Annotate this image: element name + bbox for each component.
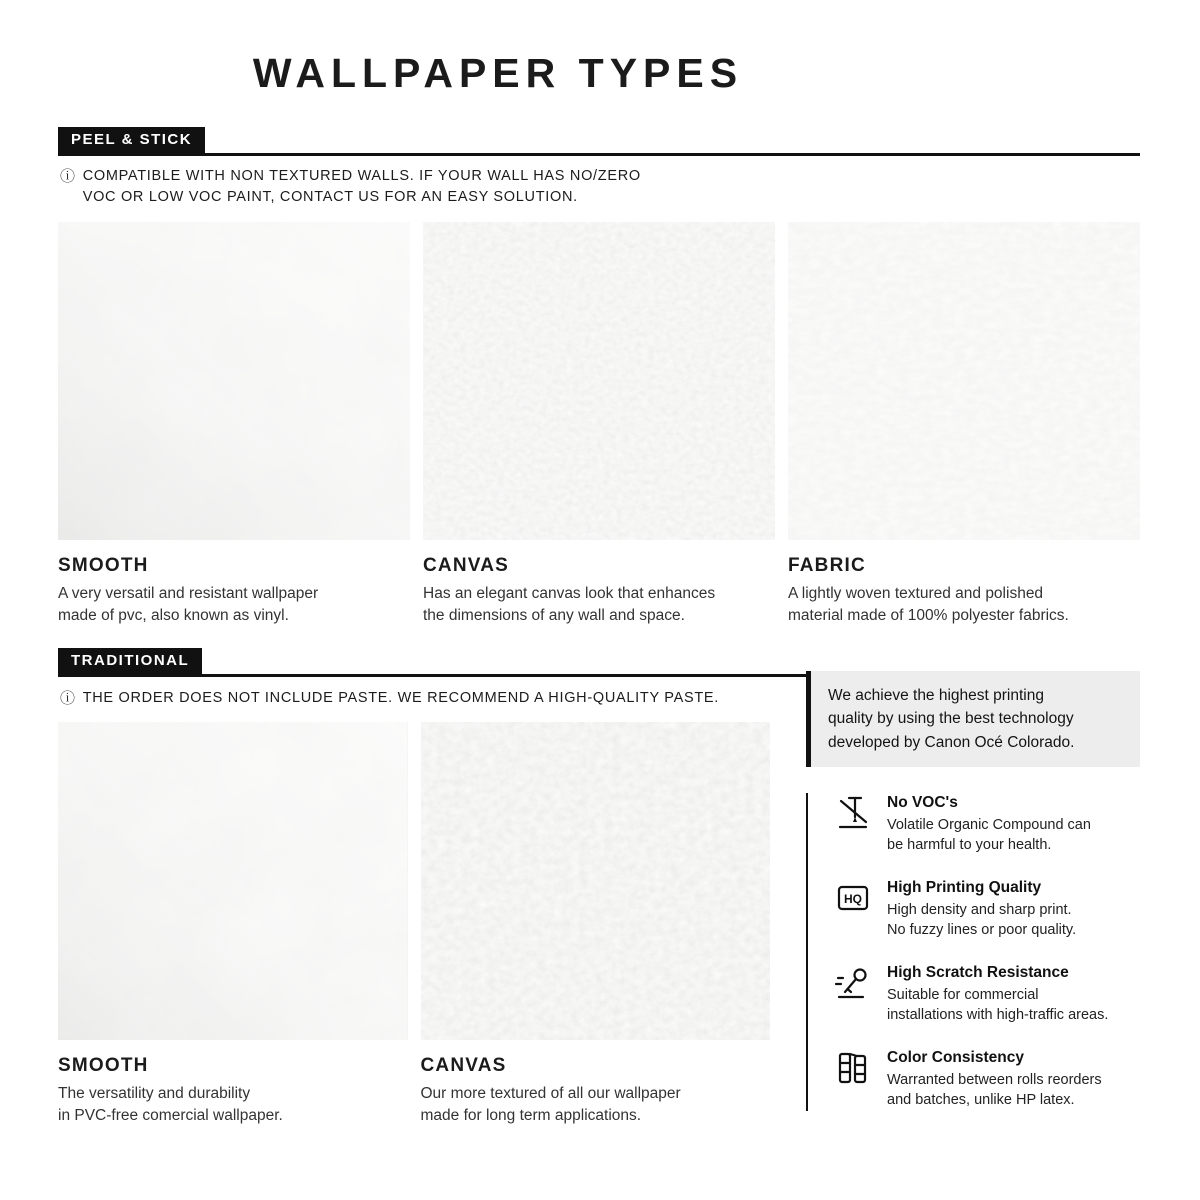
section-label-traditional: TRADITIONAL: [58, 648, 202, 674]
traditional-note: [60, 688, 719, 709]
traditional-note-text: THE ORDER DOES NOT INCLUDE PASTE. WE RECOMMEND A HIGH-QUALITY PASTE.: [82, 690, 719, 706]
feature-description: High density and sharp print. No fuzzy lines or poor quality.: [887, 902, 1077, 938]
texture-canvas: [421, 722, 771, 1040]
swatch-card-fabric: [788, 222, 1140, 626]
swatch-card-canvas-traditional: [421, 722, 771, 1126]
scratch-resistance-icon: [833, 963, 873, 1003]
texture-smooth: [58, 222, 410, 540]
feature-high-printing-quality: [833, 878, 1146, 940]
svg-text:HQ: HQ: [844, 892, 862, 907]
swatch-description: A lightly woven textured and polished material made of 100% polyester fabrics.: [788, 585, 1069, 624]
info-icon: ⓘ: [60, 690, 76, 707]
swatch-description: Our more textured of all our wallpaper made for long term applications.: [420, 1085, 681, 1124]
swatch-description: The versatility and durability in PVC-free comercial wallpaper.: [58, 1085, 283, 1124]
swatch-card-smooth-traditional: [58, 722, 408, 1126]
hq-badge-icon: [833, 878, 873, 918]
traditional-swatch-row: [58, 722, 770, 1126]
swatch-description: A very versatil and resistant wallpaper made of pvc, also known as vinyl.: [58, 585, 319, 624]
swatch-title: FABRIC: [788, 555, 866, 576]
feature-no-voc: [833, 793, 1146, 855]
texture-smooth: [58, 722, 408, 1040]
quality-features-list: [806, 793, 1146, 1111]
feature-color-consistency: [833, 1048, 1146, 1110]
swatch-title: CANVAS: [423, 555, 510, 576]
feature-title: High Scratch Resistance: [887, 964, 1069, 982]
texture-canvas: [423, 222, 775, 540]
swatch-title: SMOOTH: [58, 1055, 149, 1076]
peel-stick-note-text: [83, 166, 641, 208]
swatch-description: Has an elegant canvas look that enhances the dimensions of any wall and space.: [423, 585, 716, 624]
printing-quality-quote: We achieve the highest printing quality by using the best technology developed by Canon Océ Colorado.: [806, 671, 1140, 767]
info-icon: ⓘ: [60, 168, 76, 185]
feature-scratch-resistance: [833, 963, 1146, 1025]
color-swatches-icon: [833, 1048, 873, 1088]
no-voc-icon: [833, 793, 873, 833]
peel-stick-swatch-row: [58, 222, 1140, 626]
feature-title: No VOC's: [887, 794, 958, 811]
swatch-card-smooth: [58, 222, 410, 626]
peel-stick-note: [60, 166, 641, 208]
feature-description: Suitable for commercial installations with high-traffic areas.: [887, 987, 1109, 1023]
section-label-peel-stick: PEEL & STICK: [58, 127, 205, 153]
feature-text: [887, 793, 1091, 855]
feature-title: High Printing Quality: [887, 879, 1042, 897]
section-header-peel-stick: [58, 127, 1140, 156]
swatch-title: CANVAS: [420, 1055, 507, 1076]
swatch-title: SMOOTH: [58, 555, 149, 576]
note-line: COMPATIBLE WITH NON TEXTURED WALLS. IF YOUR WALL HAS NO/ZERO: [82, 168, 641, 184]
page-title: WALLPAPER TYPES: [252, 50, 744, 96]
feature-description: Volatile Organic Compound can be harmful to your health.: [887, 817, 1091, 853]
feature-title: Color Consistency: [887, 1049, 1024, 1067]
feature-text: [887, 963, 1108, 1025]
note-line: VOC OR LOW VOC PAINT, CONTACT US FOR AN EASY SOLUTION.: [82, 189, 578, 206]
feature-text: [887, 878, 1076, 940]
swatch-card-canvas: [423, 222, 775, 626]
texture-fabric: [788, 222, 1140, 540]
feature-text: [887, 1048, 1102, 1110]
feature-description: Warranted between rolls reorders and batches, unlike HP latex.: [887, 1072, 1102, 1108]
